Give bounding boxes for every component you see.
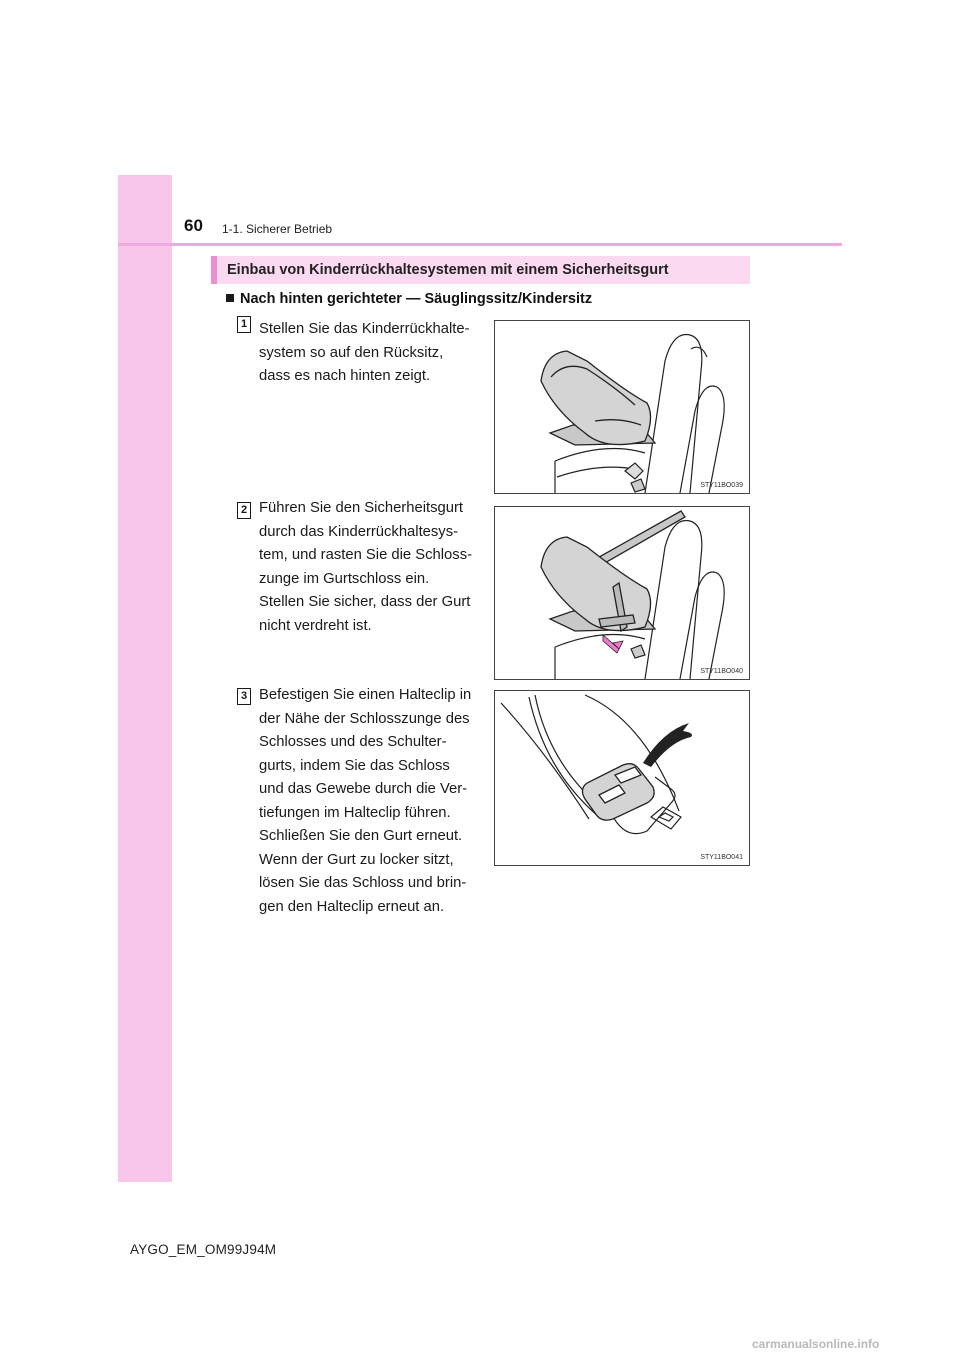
step-3-line: Schließen Sie den Gurt erneut. [259,828,463,844]
step-1-badge: 1 [237,316,251,333]
square-bullet-icon [226,294,234,302]
step-1-illustration [494,320,750,494]
step-2-line: tem, und rasten Sie die Schloss- [259,547,473,563]
rear-facing-seat-illustration [495,321,749,493]
step-1-line: system so auf den Rücksitz, [259,344,444,361]
header-rule [118,243,842,246]
step-3-text [259,684,478,919]
step-2-line: nicht verdreht ist. [259,617,372,634]
page-number: 60 [184,216,203,235]
locking-clip-illustration [495,691,749,865]
step-2-line: durch das Kinderrückhaltesys- [259,523,459,540]
step-3-line: der Nähe der Schlosszunge des [259,710,470,727]
step-1-line: Stellen Sie das Kinderrückhalte- [259,321,470,337]
watermark[interactable]: carmanualsonline.info [752,1337,880,1351]
step-1-image-code: STY11BO039 [700,482,743,489]
step-3-line: Befestigen Sie einen Halteclip in [259,687,472,703]
pink-arrow-icon [603,635,623,653]
step-1-line: dass es nach hinten zeigt. [259,368,431,384]
step-2-badge: 2 [237,502,251,519]
step-3-badge: 3 [237,688,251,705]
step-2-image-code: STY11BO040 [700,668,743,675]
section-heading-text: Einbau von Kinderrückhaltesystemen mit einem Sicherheitsgurt [227,262,669,278]
step-2-line: Führen Sie den Sicherheitsgurt [259,500,463,516]
step-2-line: Stellen Sie sicher, dass der Gurt [259,594,471,610]
belted-seat-illustration [495,507,749,679]
step-1-text [259,318,478,389]
step-3-line: lösen Sie das Schloss und brin- [259,875,467,891]
subheading [226,291,592,307]
step-3-image-code: STY11BO041 [700,854,743,861]
pointer-arrow-icon [643,723,692,767]
step-2-line: zunge im Gurtschloss ein. [259,570,430,587]
step-3-line: gurts, indem Sie das Schloss [259,757,450,774]
step-3-line: gen den Halteclip erneut an. [259,898,445,915]
step-3-illustration [494,690,750,866]
step-3-line: und das Gewebe durch die Ver- [259,781,468,797]
step-3-line: Schlosses und des Schulter- [259,734,447,750]
document-code: AYGO_EM_OM99J94M [130,1242,277,1257]
pink-sidebar [118,175,172,1182]
step-3-line: Wenn der Gurt zu locker sitzt, [259,851,454,868]
step-2-text [259,497,478,638]
step-3-line: tiefungen im Halteclip führen. [259,804,451,821]
section-heading [211,256,750,284]
subheading-text: Nach hinten gerichteter — Säuglingssitz/Kindersitz [240,291,593,307]
section-label: 1-1. Sicherer Betrieb [222,222,333,236]
step-2-illustration [494,506,750,680]
